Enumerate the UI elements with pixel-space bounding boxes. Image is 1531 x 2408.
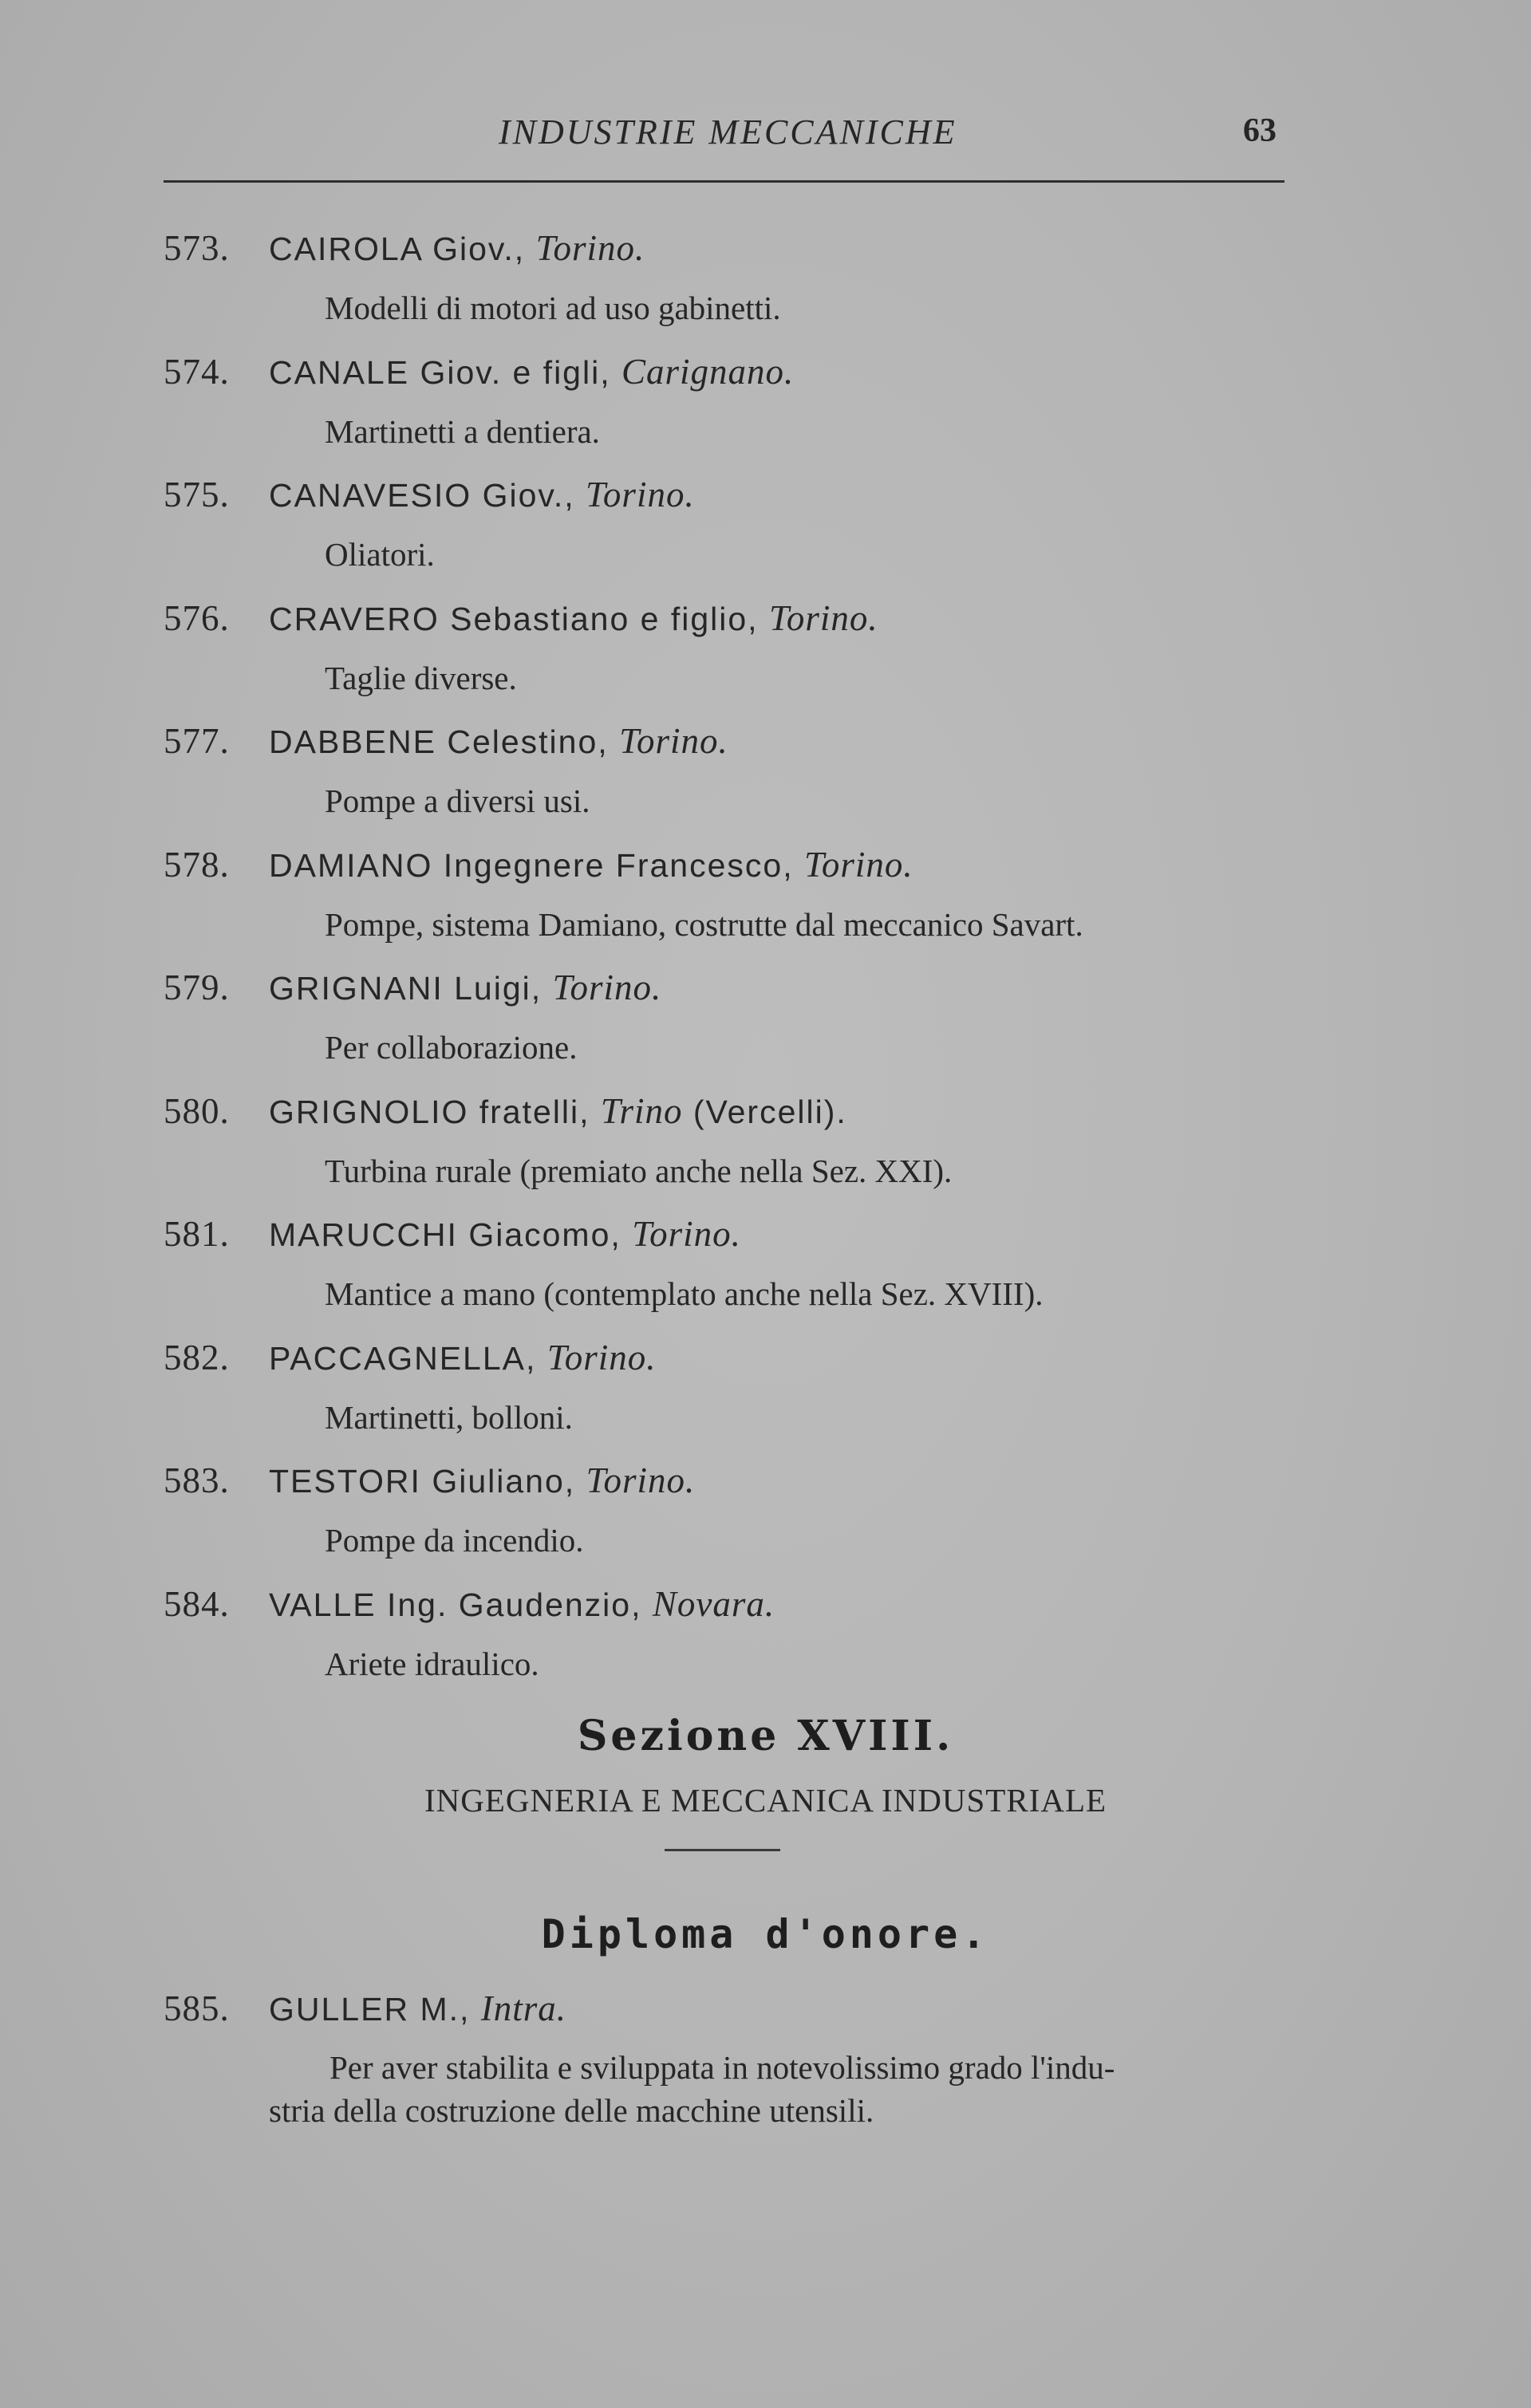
entry-exhibitor bbox=[269, 1337, 656, 1378]
exhibitor-place: Torino. bbox=[552, 968, 662, 1007]
exhibitor-name: TESTORI Giuliano, bbox=[269, 1463, 576, 1500]
entry-number: 576. bbox=[164, 597, 230, 638]
entry-exhibitor bbox=[269, 1213, 741, 1255]
exhibitor-place: Trino bbox=[600, 1090, 683, 1131]
list-item bbox=[164, 844, 1312, 968]
entry-number: 578. bbox=[164, 844, 230, 885]
entry-description: Martinetti a dentiera. bbox=[325, 412, 600, 450]
entry-number: 577. bbox=[164, 721, 230, 761]
exhibitor-name: CANAVESIO Giov., bbox=[269, 477, 575, 514]
exhibitor-place: Torino. bbox=[535, 228, 645, 268]
entry-description: Pompe, sistema Damiano, costrutte dal meccanico Savart. bbox=[325, 905, 1083, 943]
list-item bbox=[164, 597, 1312, 721]
entry-exhibitor bbox=[269, 227, 645, 269]
entry-description: Martinetti, bolloni. bbox=[325, 1398, 573, 1436]
exhibitor-name: VALLE Ing. Gaudenzio, bbox=[269, 1586, 642, 1623]
exhibitor-place: Torino. bbox=[619, 721, 728, 761]
exhibitor-place: Torino. bbox=[804, 844, 913, 885]
entry-number: 574. bbox=[164, 351, 230, 392]
running-title: INDUSTRIE MECCANICHE bbox=[499, 112, 957, 152]
page-header bbox=[164, 112, 1284, 167]
exhibitor-place: Intra. bbox=[480, 1988, 567, 2028]
entry-description: Oliatori. bbox=[325, 536, 435, 573]
exhibitor-name: DABBENE Celestino, bbox=[269, 723, 609, 760]
entry-description: Taglie diverse. bbox=[325, 659, 517, 696]
section-title: Sezione XVIII. bbox=[577, 1712, 954, 1760]
exhibitor-name: PACCAGNELLA, bbox=[269, 1339, 537, 1377]
entry-exhibitor bbox=[269, 597, 878, 639]
list-item bbox=[164, 1090, 1312, 1214]
exhibitor-name: MARUCCHI Giacomo, bbox=[269, 1216, 621, 1253]
exhibitor-province: (Vercelli). bbox=[693, 1093, 847, 1130]
entry-description: Mantice a mano (contemplato anche nella Sez. XVIII). bbox=[325, 1275, 1044, 1312]
entry-exhibitor bbox=[269, 967, 661, 1008]
exhibitor-name: GRIGNANI Luigi, bbox=[269, 970, 543, 1007]
list-item bbox=[164, 227, 1312, 351]
entry-description: Pompe da incendio. bbox=[325, 1522, 584, 1559]
entry-number: 579. bbox=[164, 968, 230, 1007]
exhibitor-place: Torino. bbox=[586, 1460, 696, 1500]
exhibitor-name: CRAVERO Sebastiano e figlio, bbox=[269, 600, 759, 637]
entry-description-line-2: stria della costruzione delle macchine utensili. bbox=[269, 2092, 874, 2129]
entry-list bbox=[164, 227, 1312, 1706]
entry-number: 584. bbox=[164, 1583, 230, 1624]
entry-number: 585. bbox=[164, 1988, 230, 2028]
entry-description: Turbina rurale (premiato anche nella Sez. XXI). bbox=[325, 1152, 953, 1189]
exhibitor-name: GULLER M., bbox=[269, 1991, 471, 2028]
list-item bbox=[164, 967, 1312, 1090]
entry-exhibitor bbox=[269, 1090, 847, 1132]
entry-number: 575. bbox=[164, 475, 230, 514]
exhibitor-place: Torino. bbox=[586, 475, 695, 514]
list-item bbox=[164, 1213, 1312, 1337]
entry-number: 583. bbox=[164, 1460, 230, 1500]
list-item bbox=[164, 1583, 1312, 1707]
entry-number: 581. bbox=[164, 1214, 230, 1254]
exhibitor-name: CANALE Giov. e figli, bbox=[269, 353, 611, 391]
entry-number: 582. bbox=[164, 1337, 230, 1377]
list-item bbox=[164, 351, 1312, 475]
exhibitor-place: Novara. bbox=[652, 1583, 775, 1624]
entry-exhibitor bbox=[269, 1988, 566, 2029]
header-rule bbox=[164, 180, 1284, 183]
exhibitor-name: GRIGNOLIO fratelli, bbox=[269, 1093, 590, 1130]
exhibitor-name: CAIROLA Giov., bbox=[269, 231, 526, 267]
list-item bbox=[164, 1337, 1312, 1460]
entry-description: Ariete idraulico. bbox=[325, 1645, 539, 1682]
list-item bbox=[164, 474, 1312, 597]
exhibitor-place: Carignano. bbox=[621, 351, 795, 392]
entry-number: 573. bbox=[164, 228, 230, 268]
exhibitor-place: Torino. bbox=[768, 597, 878, 638]
entry-description-line-1: Per aver stabilita e sviluppata in notevolissimo grado l'indu- bbox=[329, 2049, 1115, 2086]
entry-exhibitor bbox=[269, 1583, 775, 1625]
entry-exhibitor bbox=[269, 720, 728, 762]
entry-description: Per collaborazione. bbox=[325, 1029, 578, 1066]
page-number: 63 bbox=[1243, 112, 1276, 149]
exhibitor-place: Torino. bbox=[632, 1214, 741, 1254]
entry-description: Pompe a diversi usi. bbox=[325, 782, 590, 819]
section-subtitle: INGEGNERIA E MECCANICA INDUSTRIALE bbox=[424, 1782, 1107, 1819]
entry-number: 580. bbox=[164, 1090, 230, 1131]
section-divider bbox=[665, 1849, 780, 1851]
entry-exhibitor bbox=[269, 474, 695, 515]
exhibitor-place: Torino. bbox=[547, 1337, 657, 1377]
exhibitor-name: DAMIANO Ingegnere Francesco, bbox=[269, 846, 794, 884]
entry-exhibitor bbox=[269, 844, 913, 885]
entry-exhibitor bbox=[269, 351, 794, 392]
list-item bbox=[164, 720, 1312, 844]
entry-exhibitor bbox=[269, 1460, 695, 1501]
award-heading: Diploma d'onore. bbox=[541, 1911, 990, 1957]
list-item bbox=[164, 1460, 1312, 1583]
entry-description: Modelli di motori ad uso gabinetti. bbox=[325, 290, 781, 326]
